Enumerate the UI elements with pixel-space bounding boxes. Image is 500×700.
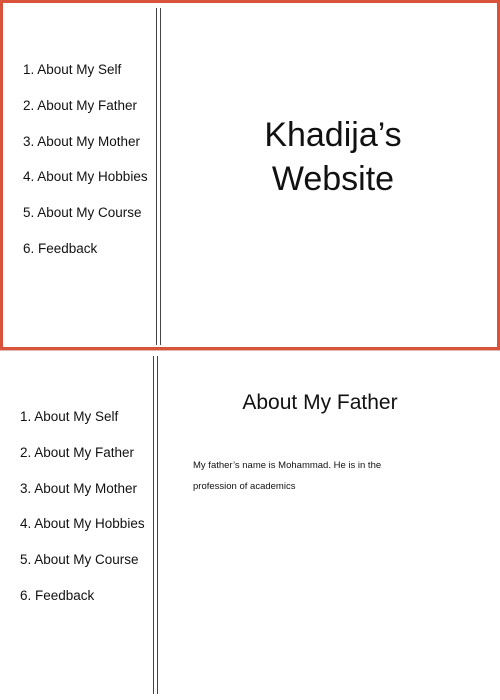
nav-item-about-my-father[interactable]: 2. About My Father <box>20 444 135 460</box>
nav-item-feedback[interactable]: 6. Feedback <box>23 240 98 256</box>
nav-item-about-my-father[interactable]: 2. About My Father <box>23 97 138 113</box>
sidebar-divider <box>156 8 161 345</box>
about-father-panel <box>0 350 500 700</box>
sidebar-nav <box>23 60 148 275</box>
nav-item-about-my-mother[interactable]: 3. About My Mother <box>23 133 141 149</box>
site-title: Khadija’s Website <box>264 116 402 198</box>
nav-item-about-my-hobbies[interactable]: 4. About My Hobbies <box>23 169 148 185</box>
sidebar-nav <box>20 407 145 622</box>
nav-item-about-my-self[interactable]: 1. About My Self <box>20 409 119 424</box>
sidebar-divider <box>153 356 158 694</box>
nav-item-about-my-course[interactable]: 5. About My Course <box>23 205 142 221</box>
nav-item-about-my-self[interactable]: 1. About My Self <box>23 62 122 77</box>
nav-item-feedback[interactable]: 6. Feedback <box>20 587 95 603</box>
nav-item-about-my-course[interactable]: 5. About My Course <box>20 552 139 568</box>
page-title: About My Father <box>242 391 398 414</box>
nav-item-about-my-mother[interactable]: 3. About My Mother <box>20 480 138 496</box>
nav-item-about-my-hobbies[interactable]: 4. About My Hobbies <box>20 516 145 532</box>
page-body-text: My father’s name is Mohammad. He is in the profession of academics <box>193 460 382 492</box>
